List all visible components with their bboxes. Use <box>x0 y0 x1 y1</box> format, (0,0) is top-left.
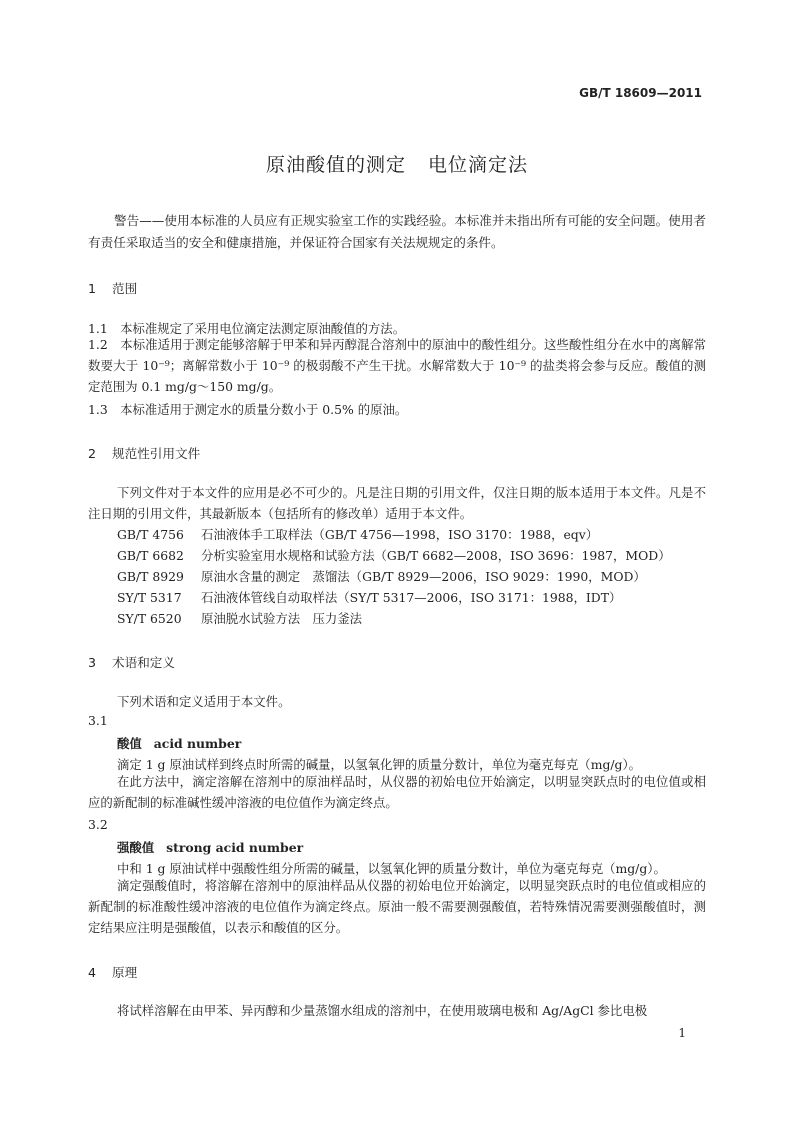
title-part1: 原油酸值的测定 <box>265 154 406 176</box>
term-chinese: 强酸值 <box>117 840 155 855</box>
warning-paragraph: 警告——使用本标准的人员应有正规实验室工作的实践经验。本标准并未指出所有可能的安全问题。使用者有责任采取适当的安全和健康措施，并保证符合国家有关法规规定的条件。 <box>88 213 706 250</box>
section-3-intro: 下列术语和定义适用于本文件。 <box>117 694 291 709</box>
section-2-intro: 下列文件对于本文件的应用是必不可少的。凡是注日期的引用文件，仅注日期的版本适用于本文件。凡是不注日期的引用文件，其最新版本（包括所有的修改单）适用于本文件。 <box>88 485 706 521</box>
reference-title: 石油液体手工取样法（GB/T 4756—1998，ISO 3170：1988，eqv） <box>201 527 599 542</box>
section-title: 范围 <box>112 281 138 296</box>
page-number: 1 <box>678 1026 686 1040</box>
standard-code: GB/T 18609—2011 <box>579 86 702 100</box>
section-number: 1 <box>88 281 97 296</box>
section-1-heading <box>88 278 137 297</box>
term-number: 3.1 <box>88 713 108 728</box>
reference-title: 原油脱水试验方法 压力釜法 <box>201 611 363 626</box>
section-3-heading <box>88 652 175 671</box>
term-note: 在此方法中，滴定溶解在溶剂中的原油样品时，从仪器的初始电位开始滴定，以明显突跃点时的电位值或相应的新配制的标准碱性缓冲溶液的电位值作为滴定终点。 <box>88 774 706 810</box>
page-title <box>0 150 794 177</box>
reference-item <box>117 525 598 543</box>
term-definition: 滴定 1 g 原油试样到终点时所需的碱量，以氢氧化钾的质量分数计，单位为毫克每克（mg/g）。 <box>117 757 642 772</box>
clause-1-1: 1.1 本标准规定了采用电位滴定法测定原油酸值的方法。 <box>88 321 406 336</box>
reference-code: GB/T 4756 <box>117 527 184 542</box>
section-title: 规范性引用文件 <box>112 446 201 461</box>
term-definition: 中和 1 g 原油试样中强酸性组分所需的碱量，以氢氧化钾的质量分数计，单位为毫克每克（mg/g）。 <box>117 861 666 876</box>
section-number: 4 <box>88 965 97 980</box>
reference-code: GB/T 8929 <box>117 569 184 584</box>
section-4-heading <box>88 962 137 981</box>
section-4-paragraph: 将试样溶解在由甲苯、异丙醇和少量蒸馏水组成的溶剂中，在使用玻璃电极和 Ag/AgCl 参比电极 <box>117 1003 648 1018</box>
section-title: 术语和定义 <box>112 655 175 670</box>
reference-item <box>117 567 646 585</box>
reference-item <box>117 588 621 606</box>
section-title: 原理 <box>112 965 138 980</box>
title-part2: 电位滴定法 <box>428 154 529 176</box>
reference-code: SY/T 5317 <box>117 590 182 605</box>
term-number: 3.2 <box>88 817 108 832</box>
term-heading <box>117 838 303 856</box>
term-english: strong acid number <box>166 840 304 855</box>
section-number: 3 <box>88 655 97 670</box>
reference-code: GB/T 6682 <box>117 548 184 563</box>
section-number: 2 <box>88 446 97 461</box>
term-note: 滴定强酸值时，将溶解在溶剂中的原油样品从仪器的初始电位开始滴定，以明显突跃点时的电位值或相应的新配制的标准酸性缓冲溶液的电位值作为滴定终点。原油一般不需要测强酸值，若特殊情况需要测强酸值时，测定结果应注明是强酸值，以表示和酸值的区分。 <box>88 878 706 935</box>
reference-title: 分析实验室用水规格和试验方法（GB/T 6682—2008，ISO 3696：1987，MOD） <box>201 548 671 563</box>
reference-title: 石油液体管线自动取样法（SY/T 5317—2006，ISO 3171：1988，IDT） <box>201 590 622 605</box>
term-heading <box>117 734 241 752</box>
section-2-heading <box>88 443 200 462</box>
clause-1-2: 1.2 本标准适用于测定能够溶解于甲苯和异丙醇混合溶剂中的原油中的酸性组分。这些酸性组分在水中的离解常数要大于 10⁻⁹；离解常数小于 10⁻⁹ 的极弱酸不产生干扰。水解常数大于 10⁻⁹ 的盐类将会参与反应。酸值的测定范围为 0.1 mg/g～150 mg/g。 <box>88 337 706 394</box>
term-chinese: 酸值 <box>117 736 142 751</box>
clause-1-3: 1.3 本标准适用于测定水的质量分数小于 0.5% 的原油。 <box>88 402 408 417</box>
term-english: acid number <box>153 736 242 751</box>
reference-item <box>117 546 671 564</box>
reference-item <box>117 609 362 627</box>
reference-code: SY/T 6520 <box>117 611 182 626</box>
reference-title: 原油水含量的测定 蒸馏法（GB/T 8929—2006，ISO 9029：1990，MOD） <box>201 569 646 584</box>
